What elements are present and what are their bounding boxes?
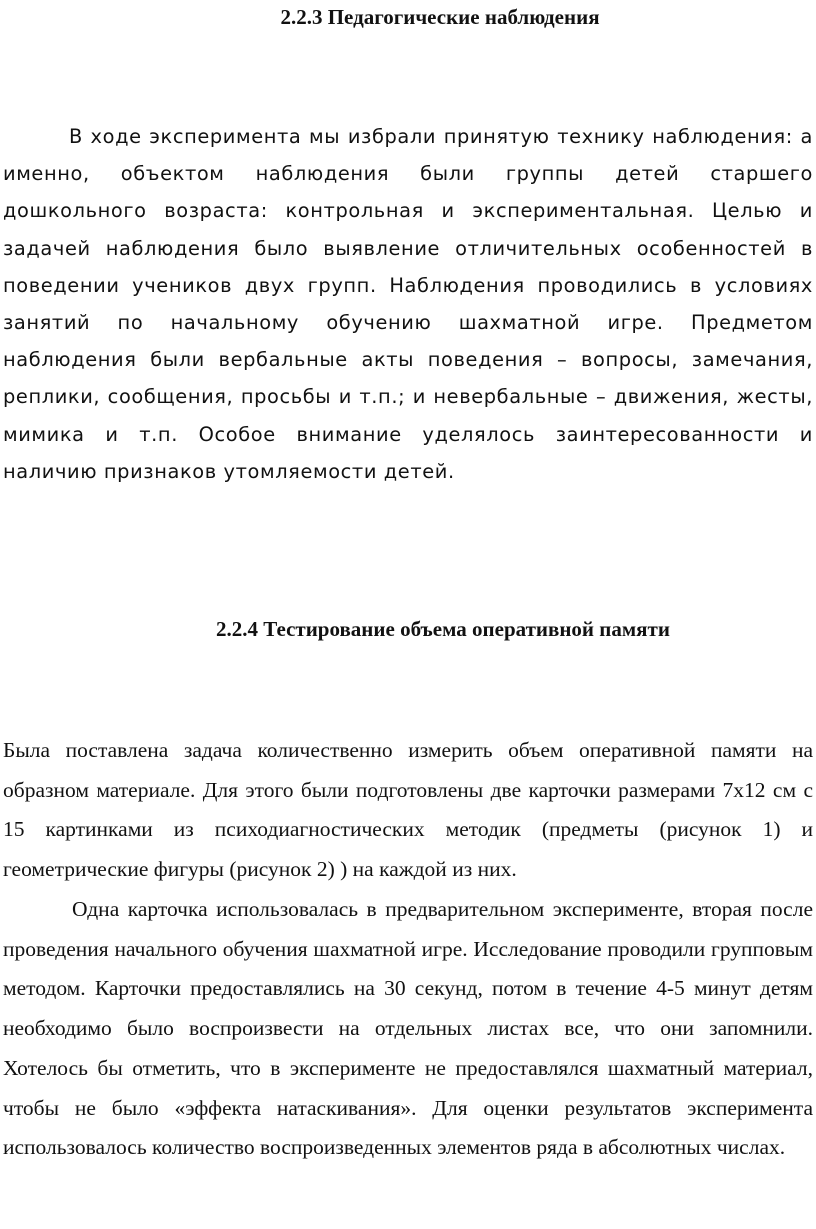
memory-test-paragraph-1: Была поставлена задача количественно измерить объем оперативной памяти на образном материале. Для этого были подготовлены две карточки размерами 7х12 см с 15 картинками из психодиагностических методик (предметы (рисунок 1) и геометрические фигуры (рисунок 2) ) на каждой из них.	[3, 738, 813, 882]
section-heading-memory-test: 2.2.4 Тестирование объема оперативной памяти	[216, 617, 670, 641]
paragraph-indent	[3, 125, 69, 148]
memory-test-paragraph-2: Одна карточка использовалась в предварительном эксперименте, вторая после проведения начального обучения шахматной игре. Исследование проводили групповым методом. Карточки предоставлялись на 30 секунд, потом в течение 4-5 минут детям необходимо было воспроизвести на отдельных листах все, что они запомнили. Хотелось бы отметить, что в эксперименте не предоставлялся шахматный материал, чтобы не было «эффекта натаскивания». Для оценки результатов эксперимента использовалось количество воспроизведенных элементов ряда в абсолютных числах.	[3, 897, 813, 1160]
section-heading-observations: 2.2.3 Педагогические наблюдения	[280, 5, 600, 29]
observations-paragraph-text: В ходе эксперимента мы избрали принятую технику наблюдения: а именно, объектом наблюдения были группы детей старшего дошкольного возраста: контрольная и экспериментальная. Целью и задачей наблюдения было выявление отличительных особенностей в поведении учеников двух групп. Наблюдения проводились в условиях занятий по начальному обучению шахматной игре. Предметом наблюдения были вербальные акты поведения – вопросы, замечания, реплики, сообщения, просьбы и т.п.; и невербальные – движения, жесты, мимика и т.п. Особое внимание уделялось заинтересованности и наличию признаков утомляемости детей.	[3, 125, 813, 483]
observations-paragraph	[3, 118, 813, 490]
